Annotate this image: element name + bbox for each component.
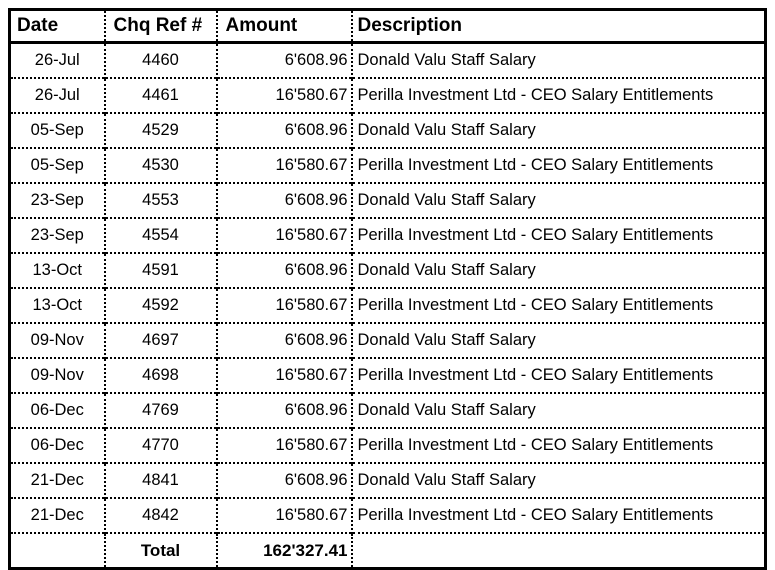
description-cell: Donald Valu Staff Salary — [352, 113, 766, 148]
amount-cell: 16'580.67 — [217, 218, 352, 253]
table-row — [10, 43, 766, 79]
date-cell: 06-Dec — [30, 401, 84, 419]
chq-ref-cell: 4553 — [105, 183, 217, 218]
table-row — [10, 183, 766, 218]
amount-cell: 6'608.96 — [217, 113, 352, 148]
table-row — [10, 218, 766, 253]
amount-cell: 6'608.96 — [217, 463, 352, 498]
table-row — [10, 428, 766, 463]
date-cell: 23-Sep — [30, 191, 84, 209]
amount-cell: 6'608.96 — [217, 183, 352, 218]
description-cell: Perilla Investment Ltd - CEO Salary Entitlements — [352, 218, 766, 253]
chq-ref-cell: 4529 — [105, 113, 217, 148]
amount-cell: 16'580.67 — [217, 288, 352, 323]
description-cell: Perilla Investment Ltd - CEO Salary Entitlements — [352, 78, 766, 113]
description-cell: Donald Valu Staff Salary — [352, 253, 766, 288]
description-cell: Perilla Investment Ltd - CEO Salary Entitlements — [352, 288, 766, 323]
date-cell: 21-Dec — [30, 506, 84, 524]
table-row — [10, 498, 766, 533]
table-row — [10, 463, 766, 498]
chq-ref-cell: 4770 — [105, 428, 217, 463]
description-cell: Donald Valu Staff Salary — [352, 43, 766, 79]
amount-cell: 6'608.96 — [217, 323, 352, 358]
date-cell: 13-Oct — [32, 296, 83, 314]
chq-ref-cell: 4769 — [105, 393, 217, 428]
chq-ref-cell: 4530 — [105, 148, 217, 183]
date-cell: 05-Sep — [30, 121, 84, 139]
table-body — [10, 43, 766, 534]
description-cell: Perilla Investment Ltd - CEO Salary Entitlements — [352, 148, 766, 183]
description-cell: Perilla Investment Ltd - CEO Salary Entitlements — [352, 498, 766, 533]
description-cell: Donald Valu Staff Salary — [352, 393, 766, 428]
amount-cell: 16'580.67 — [217, 498, 352, 533]
chq-ref-cell: 4698 — [105, 358, 217, 393]
table-row — [10, 323, 766, 358]
table-row — [10, 78, 766, 113]
total-amount: 162'327.41 — [217, 533, 352, 569]
table-row — [10, 393, 766, 428]
table-row — [10, 358, 766, 393]
description-cell: Donald Valu Staff Salary — [352, 183, 766, 218]
chq-ref-cell: 4460 — [105, 43, 217, 79]
total-label: Total — [105, 533, 217, 569]
table-row — [10, 253, 766, 288]
total-row — [10, 533, 766, 569]
table-row — [10, 148, 766, 183]
amount-cell: 16'580.67 — [217, 78, 352, 113]
chq-ref-cell: 4554 — [105, 218, 217, 253]
amount-cell: 16'580.67 — [217, 358, 352, 393]
chq-ref-cell: 4842 — [105, 498, 217, 533]
column-header-description: Description — [352, 10, 766, 43]
date-cell: 09-Nov — [30, 366, 84, 384]
table-header — [10, 10, 766, 43]
header-row — [10, 10, 766, 43]
date-cell: 13-Oct — [32, 261, 83, 279]
date-cell: 09-Nov — [30, 331, 84, 349]
table-row — [10, 288, 766, 323]
table-footer — [10, 533, 766, 569]
amount-cell: 6'608.96 — [217, 393, 352, 428]
total-empty-description-cell — [352, 533, 766, 569]
date-cell: 26-Jul — [34, 51, 80, 69]
total-empty-date-cell — [10, 533, 105, 569]
amount-cell: 6'608.96 — [217, 43, 352, 79]
date-cell: 26-Jul — [34, 86, 80, 104]
description-cell: Perilla Investment Ltd - CEO Salary Entitlements — [352, 428, 766, 463]
chq-ref-cell: 4697 — [105, 323, 217, 358]
amount-cell: 6'608.96 — [217, 253, 352, 288]
date-cell: 06-Dec — [30, 436, 84, 454]
column-header-date: Date — [10, 10, 105, 43]
chq-ref-cell: 4841 — [105, 463, 217, 498]
chq-ref-cell: 4591 — [105, 253, 217, 288]
column-header-chq-ref: Chq Ref # — [105, 10, 217, 43]
description-cell: Donald Valu Staff Salary — [352, 463, 766, 498]
date-cell: 21-Dec — [30, 471, 84, 489]
column-header-amount: Amount — [217, 10, 352, 43]
description-cell: Perilla Investment Ltd - CEO Salary Entitlements — [352, 358, 766, 393]
table-row — [10, 113, 766, 148]
description-cell: Donald Valu Staff Salary — [352, 323, 766, 358]
date-cell: 23-Sep — [30, 226, 84, 244]
date-cell: 05-Sep — [30, 156, 84, 174]
transactions-table — [8, 8, 767, 570]
amount-cell: 16'580.67 — [217, 428, 352, 463]
amount-cell: 16'580.67 — [217, 148, 352, 183]
chq-ref-cell: 4592 — [105, 288, 217, 323]
chq-ref-cell: 4461 — [105, 78, 217, 113]
